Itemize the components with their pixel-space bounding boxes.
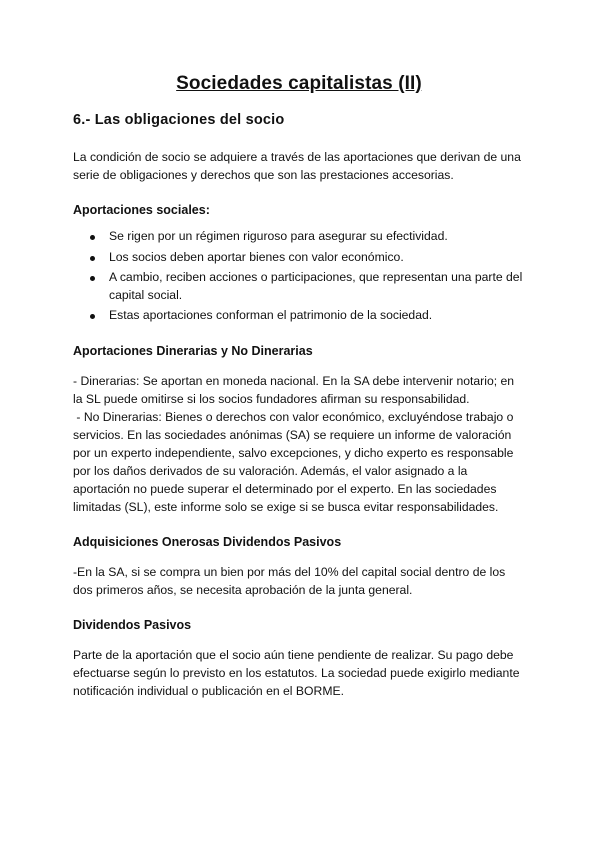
list-item — [73, 228, 525, 246]
aportaciones-sociales-heading: Aportaciones sociales: — [73, 203, 210, 217]
list-item — [73, 307, 525, 325]
dividendos-heading: Dividendos Pasivos — [73, 617, 192, 632]
list-item-text: A cambio, reciben acciones o participaciones, que representan una parte del capital social. — [109, 270, 523, 302]
dinerarias-paragraph: - Dinerarias: Se aportan en moneda nacional. En la SA debe intervenir notario; en la SL puede omitirse si los socios fundadores afirman su responsabilidad. — [73, 373, 515, 406]
dinerarias-heading: Aportaciones Dinerarias y No Dinerarias — [73, 343, 313, 358]
section-heading: 6.- Las obligaciones del socio — [73, 112, 285, 128]
bullet-icon — [90, 276, 95, 281]
list-item-text: Estas aportaciones conforman el patrimonio de la sociedad. — [109, 308, 433, 322]
list-item-text: Se rigen por un régimen riguroso para asegurar su efectividad. — [109, 229, 448, 243]
bullet-icon — [90, 314, 95, 319]
dividendos-paragraph: Parte de la aportación que el socio aún tiene pendiente de realizar. Su pago debe efectuarse según lo previsto en los estatutos. La sociedad puede exigirlo mediante notificación individual o publicación en el BORME. — [73, 647, 520, 698]
adquisiciones-heading: Adquisiciones Onerosas Dividendos Pasivos — [73, 534, 342, 549]
document-content — [73, 71, 525, 700]
list-item-text: Los socios deben aportar bienes con valor económico. — [109, 249, 404, 264]
aportaciones-sociales-list — [73, 228, 525, 325]
bullet-icon — [90, 256, 95, 261]
list-item — [73, 249, 525, 267]
intro-paragraph: La condición de socio se adquiere a través de las aportaciones que derivan de una serie de obligaciones y derechos que son las prestaciones accesorias. — [73, 150, 521, 182]
adquisiciones-paragraph: -En la SA, si se compra un bien por más del 10% del capital social dentro de los dos primeros años, se necesita aprobación de la junta general. — [73, 564, 506, 597]
bullet-icon — [90, 235, 95, 240]
document-title: Sociedades capitalistas (II) — [176, 73, 422, 94]
list-item — [73, 269, 525, 304]
no-dinerarias-paragraph: - No Dinerarias: Bienes o derechos con valor económico, excluyéndose trabajo o servicios. En las sociedades anónimas (SA) se requiere un informe de valoración por un experto independiente, salvo excepciones, y dicho experto es responsable por los daños derivados de su valoración. Además, el valor asignado a la aportación no puede superar el determinado por el experto. En las sociedades limitadas (SL), este informe solo se exige si se busca evitar responsabilidades. — [73, 409, 517, 514]
